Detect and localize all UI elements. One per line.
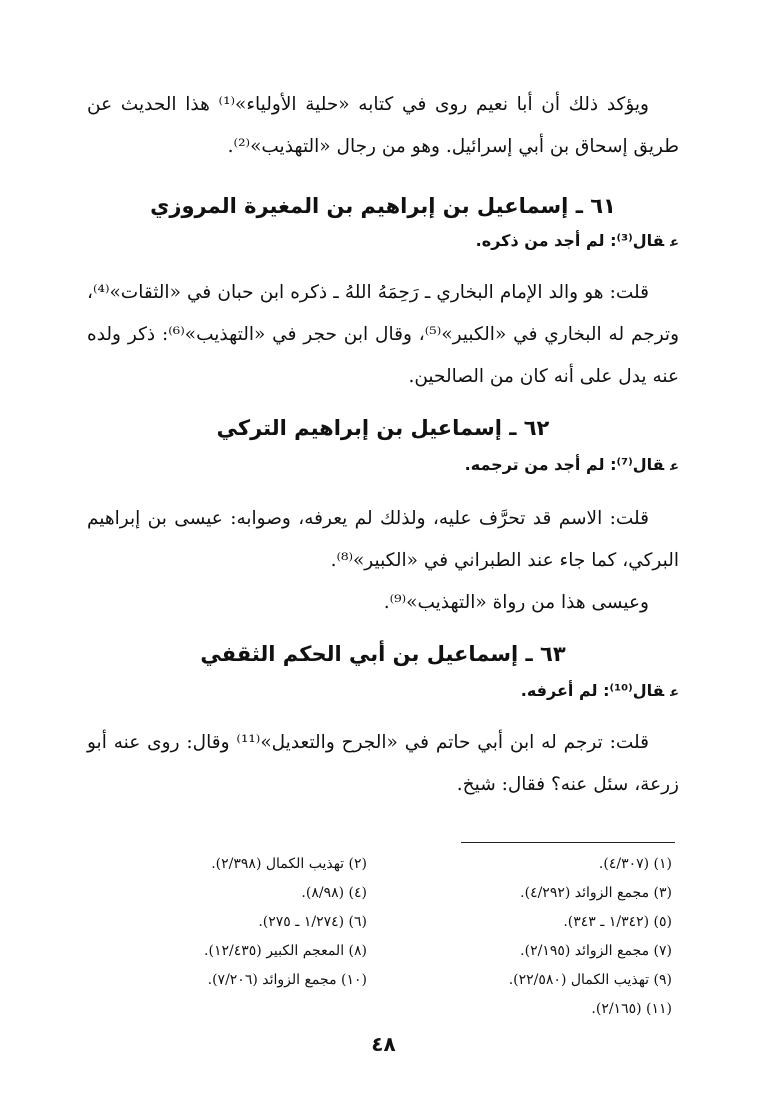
ain-mark-61: ع	[670, 235, 679, 250]
footnote-6: (٦) (١/٢٧٤ ـ ٢٧٥).	[258, 914, 367, 930]
paragraph-hilyat: ويؤكد ذلك أن أبا نعيم روى في كتابه «حلية الأولياء»⁽¹⁾ هذا الحديث عن طريق إسحاق بن أبي إسرائيل. وهو من رجال «التهذيب»⁽²⁾.	[87, 94, 679, 157]
qal-line-62	[87, 450, 679, 482]
qal-line-61	[87, 226, 679, 258]
footnote-4: (٤) (٨/٩٨).	[301, 885, 367, 901]
footnote-9: (٩) تهذيب الكمال (٢٢/٥٨٠).	[508, 972, 672, 988]
footnotes-right-column	[382, 850, 672, 1024]
qal-text-62: قال⁽⁷⁾: لم أجد من ترجمه.	[464, 455, 665, 474]
paragraph-entry-63: قلت: ترجم له ابن أبي حاتم في «الجرح والتعديل»⁽¹¹⁾ وقال: روى عنه أبو زرعة، سئل عنه؟ فقال: شيخ.	[87, 732, 679, 795]
footnote-3: (٣) مجمع الزوائد (٤/٢٩٢).	[520, 885, 672, 901]
qal-line-63	[87, 676, 679, 708]
main-text	[87, 80, 679, 806]
footnote-separator	[461, 842, 675, 843]
footnote-2: (٢) تهذيب الكمال (٢/٣٩٨).	[211, 856, 367, 872]
footnote-8: (٨) المعجم الكبير (١٢/٤٣٥).	[204, 943, 367, 959]
heading-entry-61: ٦١ ـ إسماعيل بن إبراهيم بن المغيرة المروزي	[150, 194, 616, 218]
page-number: ٤٨	[371, 1032, 396, 1056]
footnotes-left-column	[77, 850, 367, 995]
heading-entry-62: ٦٢ ـ إسماعيل بن إبراهيم التركي	[216, 416, 550, 440]
paragraph-entry-61: قلت: هو والد الإمام البخاري ـ رَحِمَهُ اللهُ ـ ذكره ابن حبان في «الثقات»⁽⁴⁾، وترجم له البخاري في «الكبير»⁽⁵⁾، وقال ابن حجر في «التهذيب»⁽⁶⁾: ذكر ولده عنه يدل على أنه كان من الصالحين.	[87, 282, 680, 387]
paragraph-entry-62b: وعيسى هذا من رواة «التهذيب»⁽⁹⁾.	[383, 592, 649, 613]
footnote-5: (٥) (١/٣٤٢ ـ ٣٤٣).	[563, 914, 672, 930]
ain-mark-63: ع	[670, 685, 679, 700]
qal-text-63: قال⁽¹⁰⁾: لم أعرفه.	[520, 681, 665, 700]
footnote-10: (١٠) مجمع الزوائد (٧/٢٠٦).	[207, 972, 367, 988]
footnote-11: (١١) (٢/١٦٥).	[591, 1001, 672, 1017]
heading-entry-63: ٦٣ ـ إسماعيل بن أبي الحكم الثقفي	[200, 642, 566, 666]
paragraph-entry-62a: قلت: الاسم قد تحرَّف عليه، ولذلك لم يعرفه، وصوابه: عيسى بن إبراهيم البركي، كما جاء عند الطبراني في «الكبير»⁽⁸⁾.	[87, 508, 679, 571]
footnote-7: (٧) مجمع الزوائد (٢/١٩٥).	[520, 943, 672, 959]
ain-mark-62: ع	[670, 459, 679, 474]
footnote-1: (١) (٤/٣٠٧).	[598, 856, 672, 872]
qal-text-61: قال⁽³⁾: لم أجد من ذكره.	[475, 231, 665, 250]
